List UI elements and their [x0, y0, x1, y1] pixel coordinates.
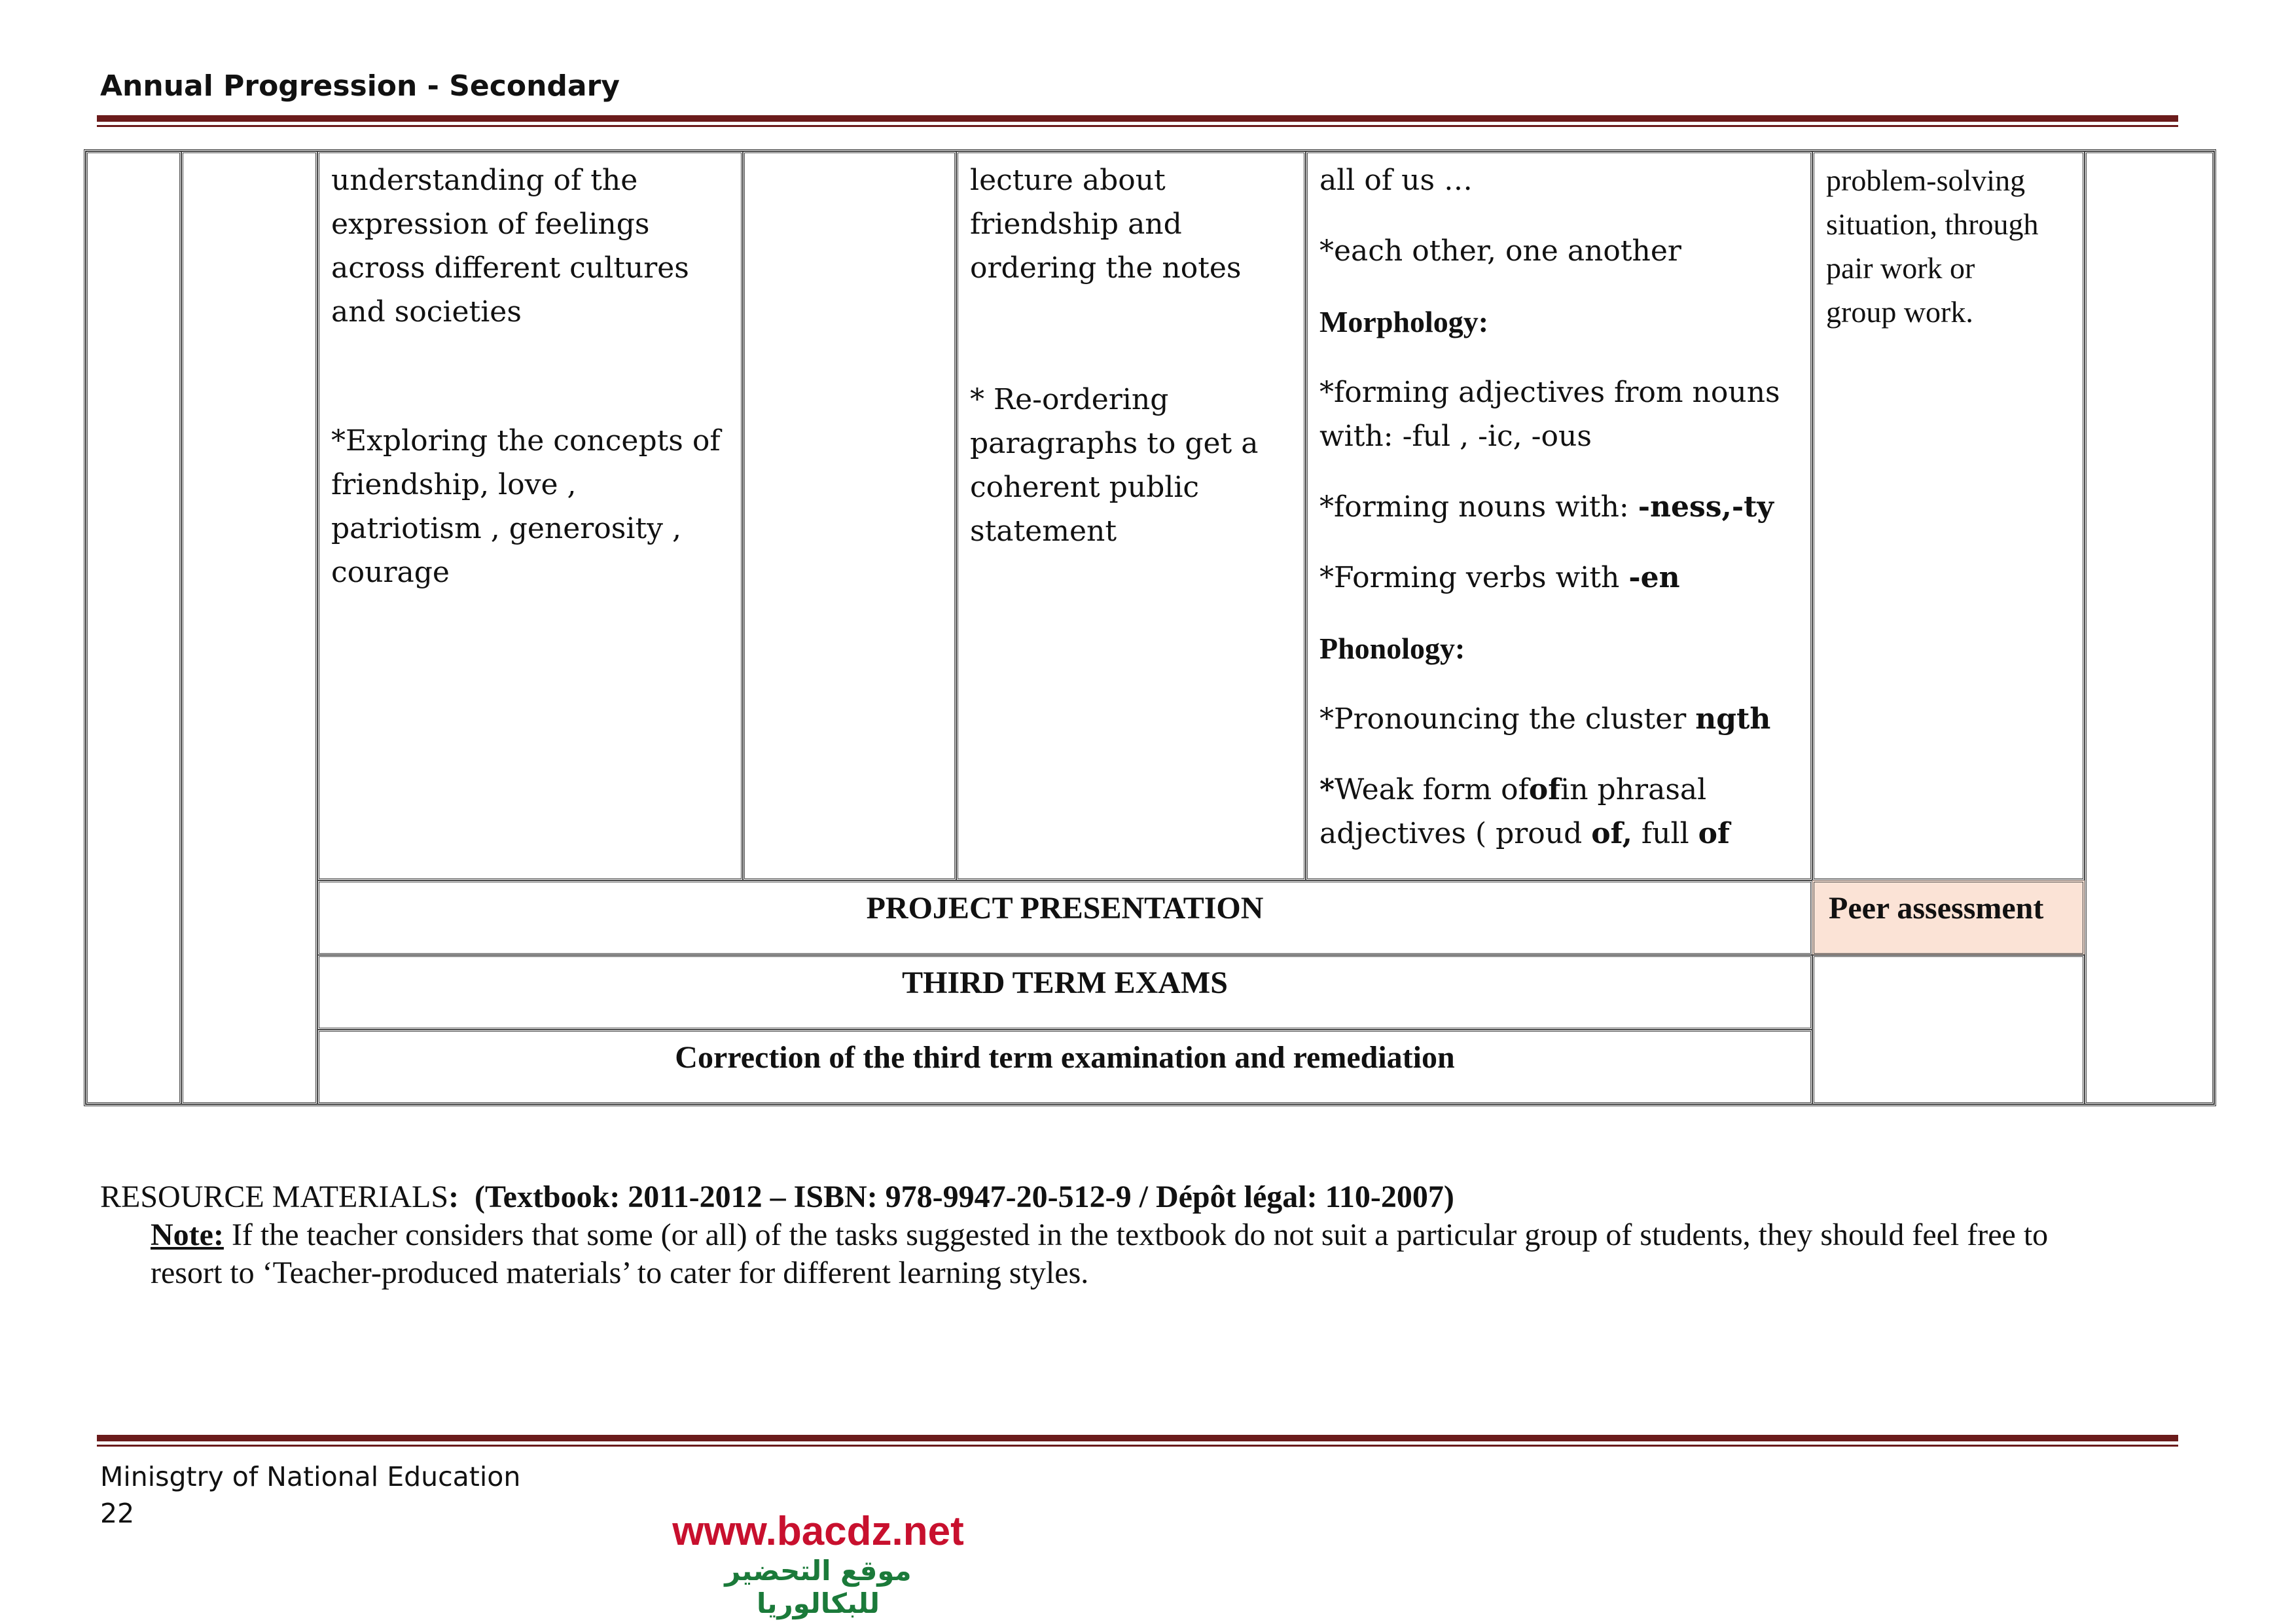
footer-rule	[97, 1435, 2178, 1447]
method-line: pair work or	[1826, 251, 1975, 285]
resource-details: (Textbook: 2011-2012 – ISBN: 978-9947-20-512-9 / Dépôt légal: 110-2007)	[475, 1180, 1454, 1214]
objective-line: across different cultures	[331, 251, 689, 285]
page-header-title: Annual Progression - Secondary	[100, 69, 620, 103]
objective-line: courage	[331, 556, 450, 589]
activity-line: friendship and	[970, 208, 1182, 241]
objective-line: *Exploring the concepts of	[331, 424, 721, 458]
phonology-heading: Phonology:	[1319, 632, 1465, 665]
table-cell-empty-assessment	[1812, 954, 2085, 1105]
language-line: *Weak form ofofin phrasal	[1319, 773, 1707, 806]
note-label: Note:	[151, 1218, 224, 1252]
table-cell-col1	[85, 151, 182, 1105]
language-line: all of us …	[1319, 164, 1473, 197]
activity-line: statement	[970, 514, 1117, 548]
row-correction	[317, 1029, 1813, 1105]
resource-note	[100, 1216, 2181, 1254]
activity-line: lecture about	[970, 164, 1166, 197]
language-line: *Pronouncing the cluster ngth	[1319, 702, 1771, 736]
footer	[100, 1458, 520, 1532]
objective-line: expression of feelings	[331, 208, 650, 241]
table-cell-col2	[181, 151, 318, 1105]
ministry-name: Minisgtry of National Education	[100, 1461, 521, 1492]
resource-label: RESOURCE MATERIALS	[100, 1180, 449, 1214]
activity-line: * Re-ordering	[970, 383, 1169, 416]
resource-materials	[100, 1178, 2181, 1292]
third-term-exams-label: THIRD TERM EXAMS	[902, 965, 1228, 1000]
note-text: If the teacher considers that some (or all) of the tasks suggested in the textbook do not suit a particular group of students, they should feel free to	[223, 1218, 2049, 1252]
language-line: *Forming verbs with -en	[1319, 561, 1680, 594]
activity-line: ordering the notes	[970, 251, 1242, 285]
activity-line: paragraphs to get a	[970, 427, 1259, 460]
method-line: group work.	[1826, 295, 1973, 329]
objective-line: patriotism , generosity ,	[331, 512, 681, 545]
resource-line: RESOURCE MATERIALS: (Textbook: 2011-2012 – ISBN: 978-9947-20-512-9 / Dépôt légal: 110-2007)	[100, 1180, 1454, 1214]
brand-url[interactable]: www.bacdz.net	[672, 1509, 964, 1554]
objective-line: and societies	[331, 295, 522, 329]
correction-label: Correction of the third term examination and remediation	[675, 1040, 1455, 1075]
table-cell-activities	[956, 151, 1306, 881]
row-project-presentation	[317, 880, 1813, 956]
language-line: *each other, one another	[1319, 234, 1681, 268]
table-cell-col8	[2084, 151, 2215, 1105]
language-line: *forming nouns with: -ness,-ty	[1319, 490, 1774, 524]
project-presentation-label: PROJECT PRESENTATION	[866, 891, 1264, 926]
peer-assessment-cell	[1812, 880, 2085, 956]
method-line: problem-solving	[1826, 164, 2026, 197]
language-line: adjectives ( proud of, full of	[1319, 817, 1730, 850]
table-cell-objectives	[317, 151, 744, 881]
header-rule	[97, 115, 2178, 127]
language-line: with: -ful , -ic, -ous	[1319, 420, 1592, 453]
brand-watermark	[661, 1509, 975, 1620]
note-text-continued: resort to ‘Teacher-produced materials’ to cater for different learning styles.	[151, 1255, 1089, 1290]
brand-arabic-tagline: موقع التحضير للبكالوريا	[725, 1555, 912, 1619]
table-cell-methods	[1812, 151, 2085, 881]
page-number: 22	[100, 1498, 135, 1529]
language-line: *forming adjectives from nouns	[1319, 376, 1780, 409]
row-third-term-exams	[317, 954, 1813, 1030]
objective-line: understanding of the	[331, 164, 638, 197]
morphology-heading: Morphology:	[1319, 305, 1489, 338]
method-line: situation, through	[1826, 208, 2039, 241]
activity-line: coherent public	[970, 471, 1200, 504]
table-cell-language	[1305, 151, 1813, 881]
peer-assessment-label: Peer assessment	[1829, 891, 2044, 926]
objective-line: friendship, love ,	[331, 468, 577, 501]
table-cell-col4	[742, 151, 957, 881]
